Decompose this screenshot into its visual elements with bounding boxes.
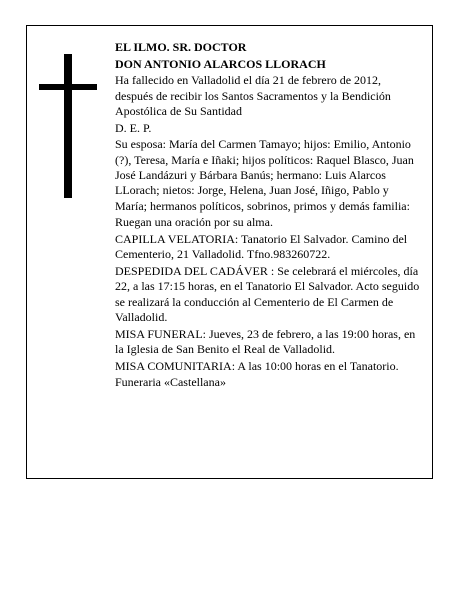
prayer-request: Ruegan una oración por su alma. xyxy=(115,215,273,230)
rip-line: D. E. P. xyxy=(115,120,152,135)
notice-text xyxy=(115,40,421,392)
family-list: Su esposa: María del Carmen Tamayo; hijos: Emilio, Antonio (?), Teresa, María e Iñaki; hijos políticos: Raquel Blasco, Juan José Landázuri y Bárbara Banús; hermano: Luis Alarcos LLorach; nietos: Jorge, Helena, Juan José, Iñigo, Pablo y María; hermanos políticos, sobrinos, primos y demás familia: xyxy=(115,137,414,213)
chapel-info: CAPILLA VELATORIA: Tanatorio El Salvador. Camino del Cementerio, 21 Valladolid. Tfno.983260722. xyxy=(115,232,408,262)
community-mass-info: MISA COMUNITARIA: A las 10:00 horas en el Tanatorio. xyxy=(115,358,399,373)
farewell-info: DESPEDIDA DEL CADÁVER : Se celebrará el miércoles, día 22, a las 17:15 horas, en el Tanatorio El Salvador. Acto seguido se realizará la conducción al Cementerio de El Carmen de Valladolid. xyxy=(115,264,420,325)
title-line-1: EL ILMO. SR. DOCTOR xyxy=(115,40,247,54)
funeral-home: Funeraria «Castellana» xyxy=(115,375,226,390)
cross-horizontal-bar xyxy=(39,84,97,90)
funeral-mass-info: MISA FUNERAL: Jueves, 23 de febrero, a las 19:00 horas, en la Iglesia de San Benito el Real de Valladolid. xyxy=(115,326,416,357)
cross-vertical-bar xyxy=(64,54,72,198)
death-announcement: Ha fallecido en Valladolid el día 21 de febrero de 2012, después de recibir los Santos Sacramentos y la Bendición Apostólica de Su Santidad xyxy=(115,73,391,118)
obituary-notice xyxy=(26,25,433,479)
title-line-2: DON ANTONIO ALARCOS LLORACH xyxy=(115,56,326,71)
cross-icon xyxy=(39,54,97,198)
